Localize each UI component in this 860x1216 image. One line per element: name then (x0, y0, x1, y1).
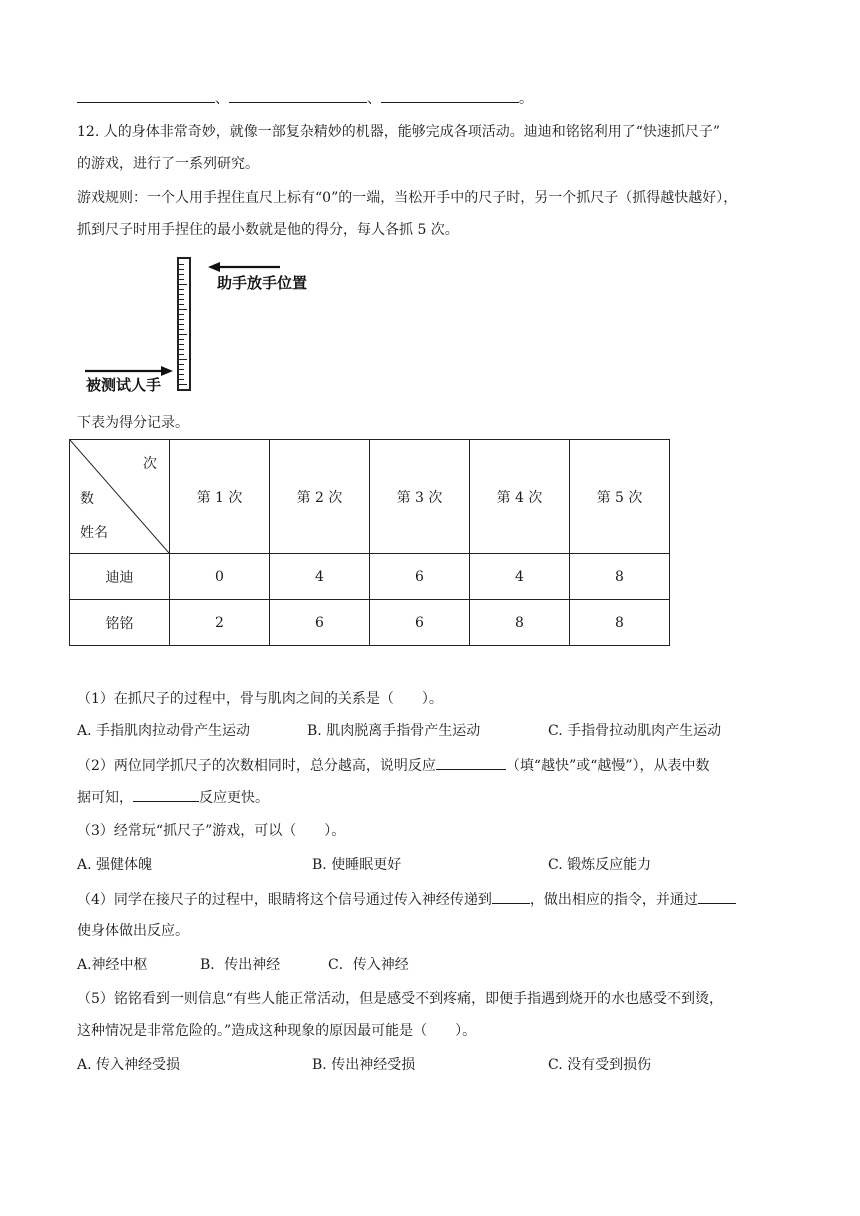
corner-label-times: 次 (143, 456, 157, 472)
row-name: 铭铭 (70, 600, 170, 646)
score-cell: 2 (170, 600, 270, 646)
ruler-figure (80, 255, 340, 400)
q1-option-b[interactable]: B. 肌肉脱离手指骨产生运动 (307, 723, 481, 739)
q4-blank-1[interactable] (492, 889, 530, 904)
helper-arrow-head (208, 262, 220, 272)
column-header: 第 5 次 (570, 440, 670, 554)
score-cell: 6 (270, 600, 370, 646)
score-cell: 4 (270, 554, 370, 600)
answer-blank[interactable] (229, 88, 367, 103)
tested-hand-label: 被测试人手 (86, 376, 162, 394)
table-caption: 下表为得分记录。 (77, 415, 189, 431)
q3-option-c[interactable]: C. 锻炼反应能力 (548, 857, 652, 873)
column-header: 第 2 次 (270, 440, 370, 554)
score-cell: 8 (470, 600, 570, 646)
score-cell: 0 (170, 554, 270, 600)
score-table (69, 439, 670, 646)
table-row (70, 554, 670, 600)
q2-blank-speed[interactable] (436, 755, 506, 770)
q2-text-d: 反应更快。 (199, 790, 269, 806)
table-header-row (70, 440, 670, 554)
sub-question-2-line1 (77, 755, 710, 776)
column-header: 第 4 次 (470, 440, 570, 554)
q4-option-b[interactable]: B．传出神经 (200, 957, 281, 973)
separator: 、 (367, 91, 381, 107)
corner-label-count: 数 (80, 491, 94, 507)
sub-question-1: （1）在抓尺子的过程中，骨与肌肉之间的关系是（ ）。 (77, 691, 443, 707)
line-end: 。 (519, 91, 533, 107)
q4-text-a: （4）同学在接尺子的过程中，眼睛将这个信号通过传入神经传递到 (77, 892, 492, 908)
score-cell: 8 (570, 600, 670, 646)
q2-blank-name[interactable] (133, 787, 199, 802)
question-intro-line2: 的游戏，进行了一系列研究。 (77, 156, 259, 172)
q2-text-a: （2）两位同学抓尺子的次数相同时，总分越高，说明反应 (77, 758, 436, 774)
sub-question-5-line2: 这种情况是非常危险的。”造成这种现象的原因最可能是（ ）。 (77, 1023, 477, 1039)
column-header: 第 3 次 (370, 440, 470, 554)
q1-option-a[interactable]: A. 手指肌肉拉动骨产生运动 (77, 723, 251, 739)
table-row (70, 600, 670, 646)
game-rule-line1: 游戏规则：一个人用手捏住直尺上标有“0”的一端，当松开手中的尺子时，另一个抓尺子（抓得越快越好）， (77, 190, 738, 206)
column-header: 第 1 次 (170, 440, 270, 554)
score-cell: 6 (370, 554, 470, 600)
q4-option-c[interactable]: C．传入神经 (328, 957, 409, 973)
corner-label-name: 姓名 (80, 525, 108, 541)
q2-text-b: （填“越快”或“越慢”），从表中数 (505, 758, 710, 774)
q2-text-c: 据可知， (77, 790, 133, 806)
sub-question-5-line1: （5）铭铭看到一则信息“有些人能正常活动，但是感受不到疼痛，即便手指遇到烧开的水也感受不到烫， (77, 991, 724, 1007)
answer-blanks-line (77, 88, 533, 109)
sub-question-4-line2: 使身体做出反应。 (77, 923, 189, 939)
sub-question-2-line2 (77, 787, 269, 808)
q5-option-b[interactable]: B. 传出神经受损 (312, 1057, 416, 1073)
score-cell: 6 (370, 600, 470, 646)
q1-option-c[interactable]: C. 手指骨拉动肌肉产生运动 (548, 723, 722, 739)
q5-option-a[interactable]: A. 传入神经受损 (77, 1057, 181, 1073)
corner-cell (70, 440, 170, 554)
score-cell: 8 (570, 554, 670, 600)
answer-blank[interactable] (77, 88, 215, 103)
q4-option-a[interactable]: A.神经中枢 (77, 957, 148, 973)
q4-blank-2[interactable] (698, 889, 736, 904)
question-intro-line1: 12. 人的身体非常奇妙，就像一部复杂精妙的机器，能够完成各项活动。迪迪和铭铭利用了“快速抓尺子” (77, 124, 721, 140)
q3-option-a[interactable]: A. 强健体魄 (77, 857, 153, 873)
score-cell: 4 (470, 554, 570, 600)
q3-option-b[interactable]: B. 使睡眠更好 (312, 857, 402, 873)
tested-arrow-head (161, 366, 173, 376)
q5-option-c[interactable]: C. 没有受到损伤 (548, 1057, 652, 1073)
separator: 、 (215, 91, 229, 107)
game-rule-line2: 抓到尺子时用手捏住的最小数就是他的得分，每人各抓 5 次。 (77, 222, 459, 238)
helper-release-label: 助手放手位置 (217, 274, 308, 292)
answer-blank[interactable] (381, 88, 519, 103)
q4-text-b: ，做出相应的指令，并通过 (529, 892, 698, 908)
sub-question-3: （3）经常玩“抓尺子”游戏，可以（ ）。 (77, 823, 346, 839)
sub-question-4-line1 (77, 889, 736, 910)
row-name: 迪迪 (70, 554, 170, 600)
